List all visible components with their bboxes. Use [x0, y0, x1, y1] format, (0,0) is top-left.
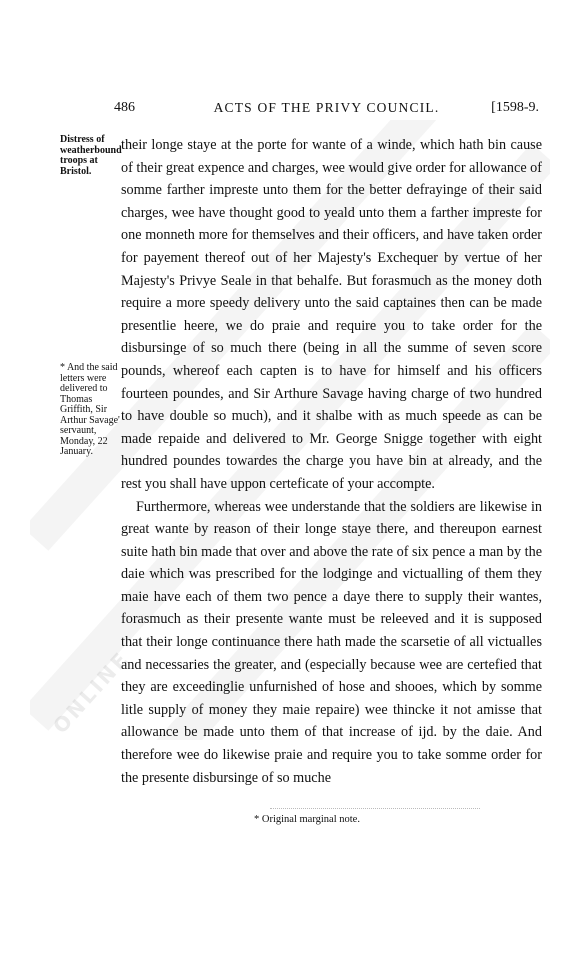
paragraph: their longe staye at the porte for wante of a winde, which hath bin cause of their great expence and charges, wee would give order for allowance of somme farther impreste unto them for the better defrayinge of their said charges, wee have thought good to yeald unto them a farther impreste for one monneth more for themselves and their officers, and have taken order for payement thereof out of her Majesty's Exchequer by vertue of her Majesty's Privye Seale in that behalfe. But forasmuch as the money doth require a more speedy delivery unto the said captaines then can be made presentlie heere, we do praie and require you to take order for the disbursinge of so much there (being in all the summe of seven score pounds, whereof each capten is to have for himself and his officers fourteen poundes, and Sir Arthure Savage having charge of two hundred to have double so much), and it shalbe with as much speede as can be made repaide and delivered to Mr. George Snigge together with eight hundred poundes towardes the charge you have bin at already, and the rest you shall have uppon certeficate of your accompte. — [121, 137, 542, 492]
footnote: * Original marginal note. — [254, 814, 360, 825]
margin-note-letters: * And the said letters were delivered to Thomas Griffith, Sir Arthur Savage' servaunt, Monday, 22 January. — [60, 362, 120, 457]
watermark-text: ONLINE — [48, 645, 135, 739]
running-title: ACTS OF THE PRIVY COUNCIL. — [213, 100, 440, 115]
body-text — [121, 134, 542, 789]
page-header — [114, 100, 539, 120]
margin-note-distress: Distress of weatherbound troops at Bristol. — [60, 134, 122, 177]
page-number: 486 — [114, 100, 135, 115]
footnote-rule — [270, 808, 480, 809]
header-date: [1598-9. — [491, 100, 539, 115]
paragraph: Furthermore, whereas wee understande that the soldiers are likewise in great wante by reason of their longe staye there, and thereupon earnest suite hath bin made that over and above the rate of six pence a man by the daie which was prescribed for the lodginge and victualling of them they maie have each of them two pence a daye there to supply their wantes, forasmuch as their presente wante must be releeved and it is supposed that their longe continuance there hath made the scarsetie of all victualles and necessaries the greater, and (especially because wee are certefied that they are exceedinglie unfurnished of hose and shooes, which by somme litle supply of money they maie repaire) wee thincke it not amisse that allowance be made unto them of that increase of ijd. by the daie. And therefore wee do likewise praie and require you to take somme order for the presente disbursinge of so muche — [121, 498, 542, 786]
